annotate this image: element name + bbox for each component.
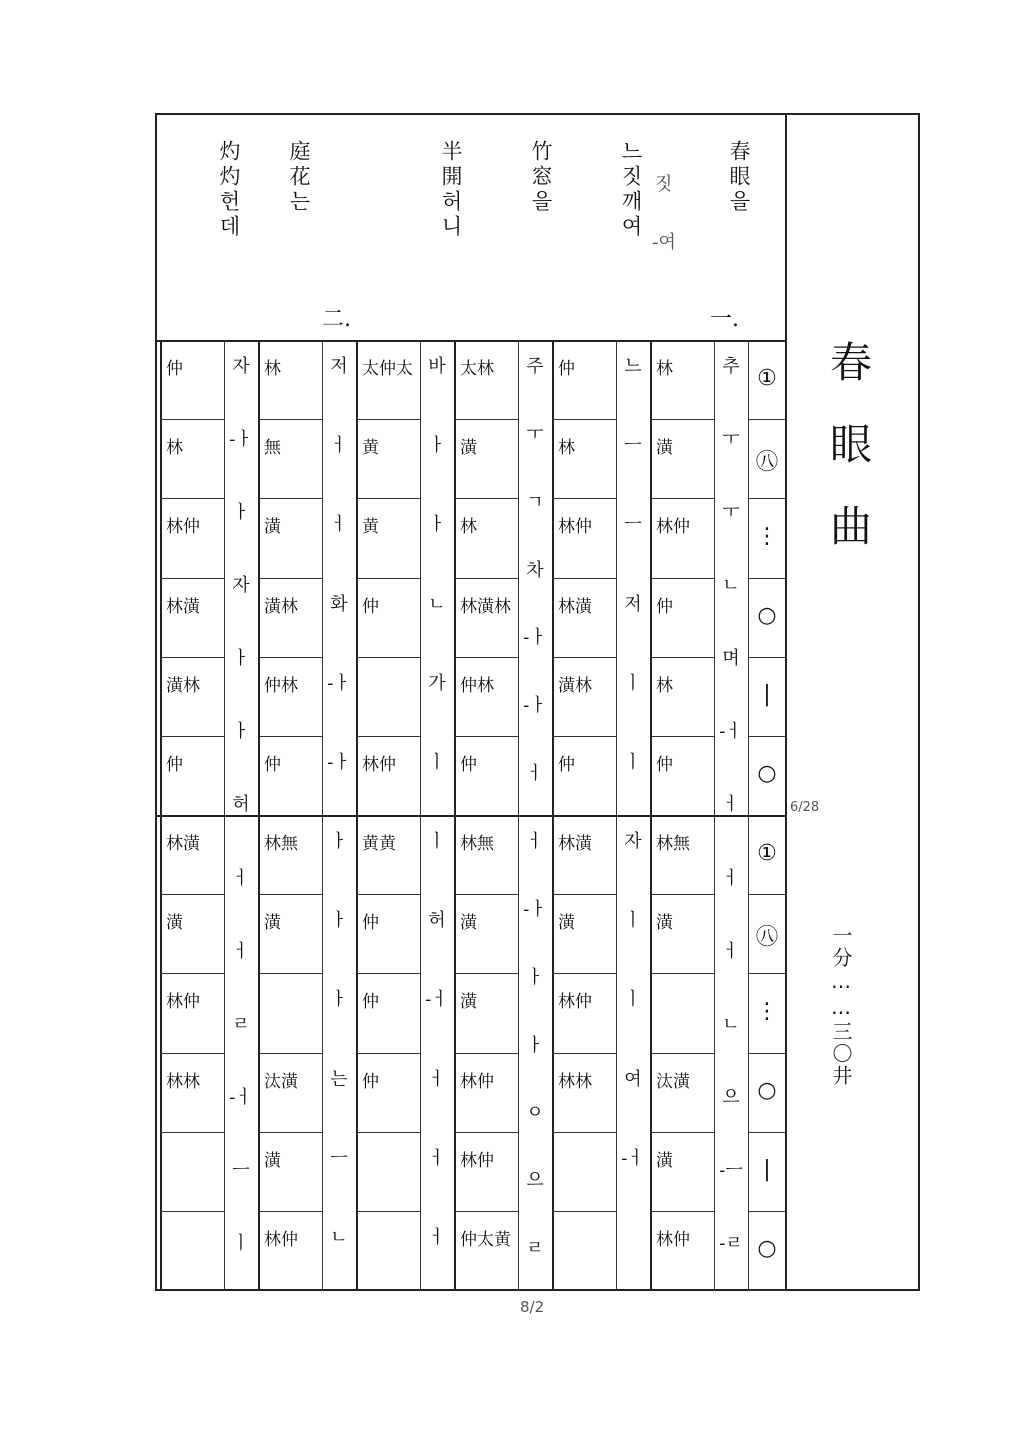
notes-row-line bbox=[454, 1211, 518, 1212]
piece-title: 春眼曲 bbox=[824, 340, 873, 586]
lyric-syllable: ㅡ bbox=[624, 514, 642, 536]
note-cell: 潢 bbox=[656, 1150, 673, 1171]
lyric-syllable: ㅏ bbox=[330, 831, 348, 852]
lyric-syllable: ㅏ bbox=[232, 648, 250, 670]
lyric-syllable: -ㅏ bbox=[327, 751, 351, 773]
lyric-syllable: ㅏ bbox=[526, 966, 544, 988]
note-cell: 潢 bbox=[264, 913, 281, 934]
lyric-syllable: ㄴ bbox=[428, 593, 446, 615]
note-cell: 林仲 bbox=[166, 517, 200, 538]
notes-row-line bbox=[160, 1132, 224, 1133]
note-cell: 太仲太 bbox=[362, 359, 413, 379]
lyric-syllable: ㅜ bbox=[722, 429, 740, 451]
note-cell: 仲 bbox=[656, 596, 673, 617]
notes-row-line bbox=[552, 1053, 616, 1054]
note-cell: 潢 bbox=[558, 913, 575, 934]
note-cell: 仲 bbox=[166, 754, 183, 775]
notes-row-line bbox=[552, 419, 616, 420]
notes-row-line bbox=[258, 973, 322, 974]
margin-note-1: 6/28 bbox=[790, 800, 820, 815]
note-cell: 林潢林 bbox=[460, 596, 511, 617]
note-cell: 潢林 bbox=[558, 675, 592, 696]
note-cell: 黄 bbox=[362, 517, 379, 538]
note-cell: 潢林 bbox=[166, 675, 200, 696]
note-cell: 林 bbox=[656, 675, 673, 696]
lyric-syllable: ㅣ bbox=[624, 672, 642, 694]
lyric-syllable: 여 bbox=[624, 1068, 642, 1090]
notes-row-line bbox=[356, 894, 420, 895]
rhythm-row-line bbox=[748, 498, 785, 499]
lyric-syllable: 화 bbox=[330, 593, 348, 615]
notes-row-line bbox=[356, 498, 420, 499]
notes-row-line bbox=[356, 1132, 420, 1133]
notes-row-line bbox=[650, 1132, 714, 1133]
note-cell: 林仲 bbox=[362, 754, 396, 775]
notes-row-line bbox=[454, 894, 518, 895]
notes-row-line bbox=[650, 419, 714, 420]
note-cell: 林仲 bbox=[656, 1229, 690, 1250]
notes-row-line bbox=[650, 894, 714, 895]
notes-row-line bbox=[160, 657, 224, 658]
note-cell: 潢 bbox=[264, 517, 281, 538]
notes-row-line bbox=[160, 736, 224, 737]
lyric-syllable: ㅏ bbox=[232, 721, 250, 743]
rhythm-symbol: ○ bbox=[757, 761, 777, 787]
note-cell: 潢 bbox=[166, 913, 183, 934]
note-cell: 林 bbox=[656, 359, 673, 379]
lyric-syllable: 며 bbox=[722, 648, 740, 670]
note-cell: 林林 bbox=[558, 1071, 592, 1092]
rhythm-symbol: ⋮ bbox=[756, 998, 778, 1024]
note-cell: 仲 bbox=[362, 913, 379, 934]
lyric-syllable: ㄹ bbox=[232, 1013, 250, 1035]
lyric-syllable: ㅓ bbox=[232, 867, 250, 889]
rhythm-symbol: ○ bbox=[757, 603, 777, 629]
note-cell: 潢 bbox=[460, 992, 477, 1013]
rhythm-symbol: | bbox=[763, 682, 771, 708]
rhythm-symbol: ○ bbox=[757, 1078, 777, 1104]
lyric-syllable: ㅣ bbox=[232, 1232, 250, 1254]
lyric-syllable: -ㅏ bbox=[523, 627, 547, 649]
note-cell: 林仲 bbox=[460, 1150, 494, 1171]
note-cell: 林 bbox=[460, 517, 477, 538]
note-cell: 仲 bbox=[656, 754, 673, 775]
rhythm-symbol: | bbox=[763, 1157, 771, 1183]
lyric-syllable: 는 bbox=[330, 1068, 348, 1090]
rhythm-symbol: ㊇ bbox=[755, 449, 778, 475]
lyric-syllable: ㅏ bbox=[330, 989, 348, 1011]
lyric-syllable: 허 bbox=[232, 794, 250, 816]
notes-row-line bbox=[454, 1132, 518, 1133]
note-cell: 汰潢 bbox=[264, 1071, 298, 1092]
rhythm-row-line bbox=[748, 1132, 785, 1133]
lyric-syllable: 주 bbox=[526, 356, 544, 377]
notes-row-line bbox=[650, 736, 714, 737]
notes-row-line bbox=[454, 578, 518, 579]
notes-row-line bbox=[552, 973, 616, 974]
note-cell: 林無 bbox=[264, 834, 298, 854]
rhythm-symbol: ① bbox=[757, 365, 777, 391]
notes-row-line bbox=[552, 1211, 616, 1212]
rhythm-symbol: ○ bbox=[757, 1236, 777, 1262]
note-cell: 無 bbox=[264, 438, 281, 459]
lyric-syllable: -ㅓ bbox=[719, 721, 743, 743]
lyric-syllable: 자 bbox=[232, 575, 250, 597]
section-mark-2: 二. bbox=[322, 307, 351, 332]
notes-row-line bbox=[650, 498, 714, 499]
lyric-line-5: 庭花는 bbox=[287, 140, 311, 215]
lyric-syllable: ㅓ bbox=[330, 514, 348, 536]
note-cell: 仲 bbox=[558, 359, 575, 379]
notes-row-line bbox=[356, 736, 420, 737]
lyric-syllable: 가 bbox=[428, 672, 446, 694]
lyric-syllable: ㅡ bbox=[330, 1147, 348, 1169]
lyric-syllable: 자 bbox=[232, 356, 250, 377]
lyric-syllable: ㅓ bbox=[330, 435, 348, 457]
notes-row-line bbox=[454, 419, 518, 420]
lyric-line-6: 灼灼헌데 bbox=[217, 140, 241, 240]
notes-row-line bbox=[258, 736, 322, 737]
lyric-syllable: ㄴ bbox=[330, 1226, 348, 1248]
note-cell: 潢林 bbox=[264, 596, 298, 617]
note-cell: 林 bbox=[264, 359, 281, 379]
lyric-syllable: 으 bbox=[526, 1170, 544, 1192]
lyric-syllable: ㅡ bbox=[624, 435, 642, 457]
notes-row-line bbox=[552, 736, 616, 737]
notes-row-line bbox=[356, 657, 420, 658]
rhythm-row-line bbox=[748, 1211, 785, 1212]
margin-note-2: 8/2 bbox=[520, 1298, 545, 1316]
notes-row-line bbox=[356, 973, 420, 974]
notes-row-line bbox=[258, 1053, 322, 1054]
lyric-syllable: ㅜ bbox=[526, 423, 544, 445]
note-cell: 林無 bbox=[656, 834, 690, 854]
lyric-syllable: ㅓ bbox=[428, 1226, 446, 1248]
lyric-line-4: 半開허니 bbox=[439, 140, 463, 240]
note-cell: 潢 bbox=[656, 438, 673, 459]
note-cell: 林仲 bbox=[656, 517, 690, 538]
notes-row-line bbox=[552, 578, 616, 579]
rhythm-row-line bbox=[748, 419, 785, 420]
lyric-syllable: -ㅡ bbox=[719, 1159, 743, 1181]
note-cell: 仲 bbox=[362, 596, 379, 617]
note-cell: 林潢 bbox=[166, 596, 200, 617]
note-cell: 林潢 bbox=[558, 596, 592, 617]
rhythm-row-line bbox=[748, 1053, 785, 1054]
rhythm-row-line bbox=[748, 894, 785, 895]
note-cell: 仲林 bbox=[264, 675, 298, 696]
lyric-syllable: ㅏ bbox=[330, 910, 348, 932]
notes-row-line bbox=[552, 657, 616, 658]
note-cell: 林無 bbox=[460, 834, 494, 854]
pencil-annotation-2: -여 bbox=[652, 232, 676, 253]
notes-row-line bbox=[650, 578, 714, 579]
note-cell: 仲 bbox=[362, 1071, 379, 1092]
note-cell: 潢 bbox=[460, 438, 477, 459]
note-cell: 潢 bbox=[264, 1150, 281, 1171]
lyric-syllable: ㄴ bbox=[722, 1013, 740, 1035]
notes-row-line bbox=[552, 894, 616, 895]
lyric-syllable: ㅓ bbox=[722, 940, 740, 962]
notes-row-line bbox=[258, 894, 322, 895]
note-cell: 林潢 bbox=[166, 834, 200, 854]
lyric-syllable: ㅡ bbox=[232, 1159, 250, 1181]
lyric-syllable: -ㅏ bbox=[523, 695, 547, 717]
notes-row-line bbox=[258, 1132, 322, 1133]
lyric-syllable: -ㅓ bbox=[425, 989, 449, 1011]
rhythm-row-line bbox=[748, 1290, 785, 1291]
lyric-syllable: ㅣ bbox=[428, 831, 446, 852]
lyric-syllable: ㅣ bbox=[624, 751, 642, 773]
lyric-syllable: ㅓ bbox=[526, 763, 544, 785]
rhythm-symbol: ⋮ bbox=[756, 523, 778, 549]
rhythm-row-line bbox=[748, 578, 785, 579]
lyric-syllable: ㅣ bbox=[624, 910, 642, 932]
notes-row-line bbox=[160, 973, 224, 974]
lyric-line-2: 느짓깨여 bbox=[619, 140, 643, 240]
lyric-syllable: ㅣ bbox=[428, 751, 446, 773]
pencil-annotation-1: 짓 bbox=[655, 174, 673, 195]
notes-row-line bbox=[650, 973, 714, 974]
note-cell: 林仲 bbox=[264, 1229, 298, 1250]
lyric-syllable: -ㅏ bbox=[523, 898, 547, 920]
note-cell: 林 bbox=[558, 438, 575, 459]
notes-row-line bbox=[160, 1211, 224, 1212]
notes-row-line bbox=[356, 578, 420, 579]
lyric-syllable: ㅣ bbox=[624, 989, 642, 1011]
note-cell: 仲 bbox=[558, 754, 575, 775]
lyric-syllable: ㅓ bbox=[232, 940, 250, 962]
lyric-syllable: 저 bbox=[624, 593, 642, 615]
lyric-syllable: 느 bbox=[624, 356, 642, 377]
lyric-syllable: ㅓ bbox=[722, 794, 740, 816]
notes-row-line bbox=[356, 1211, 420, 1212]
note-cell: 林仲 bbox=[460, 1071, 494, 1092]
lyric-syllable: ㅓ bbox=[428, 1147, 446, 1169]
note-cell: 汰潢 bbox=[656, 1071, 690, 1092]
lyric-syllable: -ㅓ bbox=[229, 1086, 253, 1108]
lyric-syllable: 차 bbox=[526, 559, 544, 581]
notes-row-line bbox=[258, 657, 322, 658]
lyric-syllable: ㅏ bbox=[232, 502, 250, 524]
lyric-syllable: ㅜ bbox=[722, 502, 740, 524]
notes-row-line bbox=[160, 578, 224, 579]
lyric-syllable: ㄱ bbox=[526, 491, 544, 513]
meter-label: 一分……三〇井 bbox=[829, 925, 853, 1087]
lyric-syllable: 자 bbox=[624, 831, 642, 852]
rhythm-row-line bbox=[748, 657, 785, 658]
note-cell: 仲林 bbox=[460, 675, 494, 696]
rhythm-symbol: ㊇ bbox=[755, 924, 778, 950]
notes-row-line bbox=[454, 973, 518, 974]
section-mark-1: 一. bbox=[710, 307, 739, 332]
notes-row-line bbox=[160, 894, 224, 895]
lyric-syllable: -ㅓ bbox=[621, 1147, 645, 1169]
note-cell: 黄黄 bbox=[362, 834, 396, 854]
lyric-syllable: -ㅏ bbox=[327, 672, 351, 694]
note-cell: 林 bbox=[166, 438, 183, 459]
lyric-line-1: 春眼을 bbox=[727, 140, 751, 215]
lyric-line-3: 竹窓을 bbox=[529, 140, 553, 215]
lyrics-header-border bbox=[155, 340, 786, 342]
lyric-syllable: -ㅏ bbox=[229, 429, 253, 451]
notes-row-line bbox=[356, 419, 420, 420]
note-cell: 仲 bbox=[460, 754, 477, 775]
note-cell: 仲 bbox=[362, 992, 379, 1013]
notes-row-line bbox=[258, 419, 322, 420]
lyric-syllable: 허 bbox=[428, 910, 446, 932]
lyric-syllable: ㅓ bbox=[722, 867, 740, 889]
rhythm-row-line bbox=[748, 973, 785, 974]
title-panel-divider bbox=[785, 113, 787, 1291]
lyric-syllable: ㅏ bbox=[526, 1034, 544, 1056]
lyric-syllable: 바 bbox=[428, 356, 446, 377]
notes-row-line bbox=[650, 1211, 714, 1212]
note-cell: 林仲 bbox=[166, 992, 200, 1013]
note-cell: 仲 bbox=[264, 754, 281, 775]
notes-row-line bbox=[454, 657, 518, 658]
notes-row-line bbox=[258, 498, 322, 499]
note-cell: 林林 bbox=[166, 1071, 200, 1092]
notes-row-line bbox=[160, 498, 224, 499]
note-cell: 黄 bbox=[362, 438, 379, 459]
note-cell: 仲 bbox=[166, 359, 183, 379]
lyric-syllable: 추 bbox=[722, 356, 740, 377]
lyric-syllable: -ㄹ bbox=[719, 1232, 743, 1254]
note-cell: 林潢 bbox=[558, 834, 592, 854]
note-cell: 仲太黄 bbox=[460, 1229, 511, 1250]
rhythm-symbol: ① bbox=[757, 840, 777, 866]
lyric-syllable: 저 bbox=[330, 356, 348, 377]
notes-row-line bbox=[258, 1211, 322, 1212]
lyric-syllable: ㅓ bbox=[428, 1068, 446, 1090]
notes-row-line bbox=[552, 498, 616, 499]
notes-row-line bbox=[454, 498, 518, 499]
rhythm-row-line bbox=[748, 736, 785, 737]
lyric-syllable: ㅏ bbox=[428, 435, 446, 457]
lyric-syllable: 으 bbox=[722, 1086, 740, 1108]
note-cell: 林仲 bbox=[558, 517, 592, 538]
lyric-syllable: ㅇ bbox=[526, 1102, 544, 1124]
lyric-syllable: ㅓ bbox=[526, 831, 544, 852]
notes-row-line bbox=[258, 578, 322, 579]
note-cell: 潢 bbox=[656, 913, 673, 934]
note-cell: 潢 bbox=[460, 913, 477, 934]
notes-row-line bbox=[356, 1053, 420, 1054]
note-cell: 林仲 bbox=[558, 992, 592, 1013]
notes-row-line bbox=[454, 1053, 518, 1054]
notes-row-line bbox=[552, 1132, 616, 1133]
lyric-syllable: ㄹ bbox=[526, 1238, 544, 1260]
notes-row-line bbox=[650, 657, 714, 658]
notes-row-line bbox=[650, 1053, 714, 1054]
notes-row-line bbox=[160, 1053, 224, 1054]
notes-row-line bbox=[160, 419, 224, 420]
lyric-syllable: ㅏ bbox=[428, 514, 446, 536]
notes-row-line bbox=[454, 736, 518, 737]
lyric-syllable: ㄴ bbox=[722, 575, 740, 597]
note-cell: 太林 bbox=[460, 359, 494, 379]
